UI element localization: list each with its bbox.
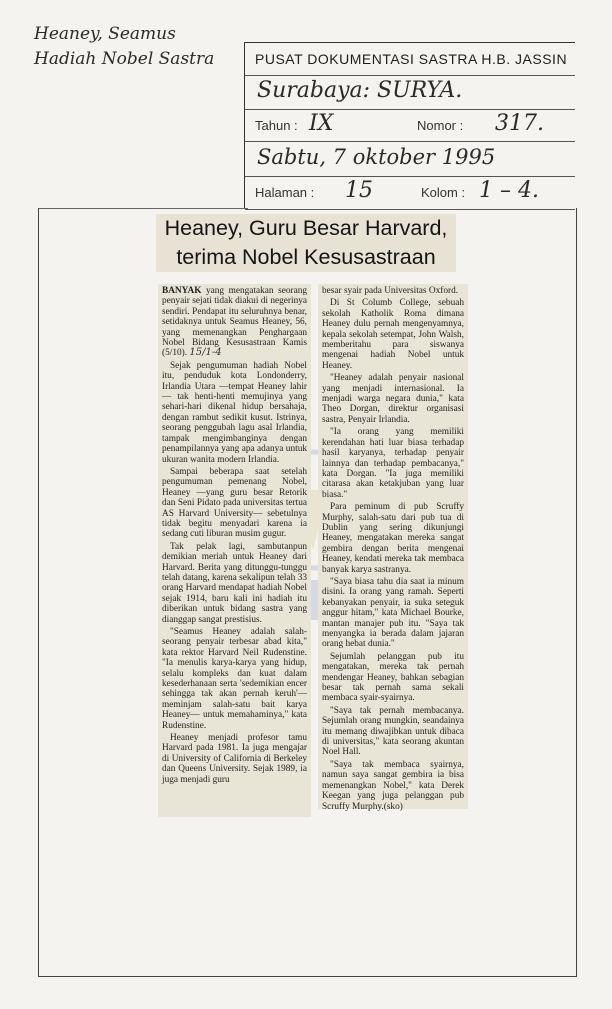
archive-stamp	[244, 42, 575, 209]
paragraph: "Seamus Heaney adalah salah-seorang penyair terbesar abad kita," kata rektor Harvard Neil Rudenstine. "Ia menulis karya-karya yang hidup, selalu kompleks dan kuat dalam kesederhanaan serta 'sedemikian encer sehingga tak akan pernah keruh'— meminjam salah-satu bait karya Heaney— untuk memahaminya," kata Rudenstine.	[162, 627, 307, 731]
paragraph: "Ia orang yang memiliki kerendahan hati luar biasa terhadap hasil karyanya, terhadap penyair lainnya dan terhadap pembacanya," kata Dorgan. "Ia juga memiliki citarasa akan ketakjuban yang luar biasa."	[322, 427, 464, 500]
kolom-value: 1 – 4.	[479, 178, 539, 203]
note-topic: Hadiah Nobel Sastra	[34, 49, 215, 69]
nomor-label: Nomor :	[417, 118, 464, 133]
paragraph: Heaney menjadi profesor tamu Harvard pada 1981. Ia juga mengajar di University of California di Berkeley dan Queens University. Sejak 1989, ia juga menjadi guru	[162, 733, 307, 785]
stamp-institution: PUSAT DOKUMENTASI SASTRA H.B. JASSIN	[255, 51, 568, 67]
kolom-label: Kolom :	[421, 185, 466, 200]
stamp-city-source: Surabaya: SURYA.	[257, 78, 463, 103]
headline-line-2: terima Nobel Kesusastraan	[176, 245, 436, 269]
nomor-value: 317.	[495, 111, 544, 136]
paragraph: "Saya tak pernah membacanya. Sejumlah orang mungkin, seandainya itu memang diwajibkan untuk dibaca di universitas," kata seorang akuntan Noel Hall.	[322, 705, 464, 758]
paragraph: besar syair pada Universitas Oxford.	[322, 286, 459, 296]
handwritten-notes	[34, 22, 254, 72]
paragraph: Sejumlah pelanggan pub itu mengatakan, mereka tak pernah mendengar Heaney, bahkan sebagian besar tak pernah sama sekali membaca syair-syairnya.	[322, 651, 464, 704]
halaman-value: 15	[345, 178, 373, 203]
stamp-date: Sabtu, 7 oktober 1995	[257, 145, 496, 169]
note-subject: Heaney, Seamus	[34, 24, 176, 44]
tahun-value: IX	[309, 111, 334, 136]
paragraph: BANYAK yang mengatakan seorang penyair sejati tidak diakui di negerinya sendiri. Pendapat itu seluruhnya benar, setidaknya untuk Seamus Heaney, 56, yang memenangkan Penghargaan Nobel Bidang Kesusastraan Kamis (5/10). 15/1-4	[162, 286, 308, 359]
paragraph: "Saya tak membaca syairnya, namun saya sangat gembira ia bisa memenangkan Nobel," kata Derek Keegan yang juga pelanggan pub Scruffy Murphy.(sko)	[322, 759, 464, 812]
paragraph: Tak pelak lagi, sambutanpun demikian meriah untuk Heaney dari Harvard. Berita yang ditunggu-tunggu telah datang, karena sekalipun telah 33 orang Harvard mendapat hadiah Nobel sejak 1914, baru kali ini hadiah itu diberikan untuk bidang sastra yang dianggap sangat prestisius.	[162, 541, 307, 625]
margin-note: 15/1-4	[189, 347, 222, 359]
paragraph: Di St Columb College, sebuah sekolah Katholik Roma dimana Heaney dulu pernah mengenyamnya, kepala sekolah setempat, John Walsh, memberitahu para siswanya mengenai hadiah Nobel untuk Heaney.	[322, 298, 464, 371]
stamp-year-row	[245, 110, 575, 142]
paragraph: "Heaney adalah penyair nasional yang menjadi internasional. Ia menjadi warga negara dunia," kata Theo Dorgan, direktur organisasi sastra, Penyair Irlandia.	[322, 373, 464, 425]
halaman-label: Halaman :	[255, 185, 315, 200]
stamp-date-row	[245, 142, 575, 177]
paragraph: Para peminum di pub Scruffy Murphy, salah-satu dari pub tua di Dublin yang sering dikunjungi Heaney, mengatakan mereka sangat gembira dengan berita mengenai Heaney, kendati mereka tak membaca banyak karya sastranya.	[322, 502, 464, 575]
paragraph: "Saya biasa tahu dia saat ia minum disini. Ia orang yang ramah. Seperti kebanyakan penyair, ia suka seteguk anggur hitam," kata Michael Bourke, mantan manajer pub itu. "Saya tak menyangka ia berada dalam jajaran orang hebat dunia."	[322, 576, 464, 650]
stamp-source-row	[245, 76, 575, 110]
article-column-left	[158, 284, 311, 817]
article-column-right	[318, 284, 468, 812]
lead-word: BANYAK	[162, 286, 202, 296]
article-headline	[156, 214, 456, 272]
headline-line-1: Heaney, Guru Besar Harvard,	[164, 216, 448, 240]
paragraph: Sampai beberapa saat setelah pengumuman pemenang Nobel, Heaney —yang guru besar Retorik dan Seni Pidato pada universitas tertua AS Harvard University— sebetulnya tidak begitu menyadari karena ia sedang cuti liburan musim gugur.	[162, 466, 307, 540]
stamp-page-row	[245, 177, 575, 210]
stamp-header	[245, 43, 575, 76]
tahun-label: Tahun :	[255, 118, 298, 133]
paragraph: Sejak pengumuman hadiah Nobel itu, penduduk kota Londonderry, Irlandia Utara —tempat Heaney lahir— tak henti-henti memujinya yang sehari-hari dikenal hidup bersahaja, dengan rambut sedikit kusut. Istrinya, seorang penggubah lagu asal Irlandia, tampak mengimbanginya dengan penampilannya yang apa adanya untuk ukuran wanita modern Irlandia.	[162, 360, 307, 465]
